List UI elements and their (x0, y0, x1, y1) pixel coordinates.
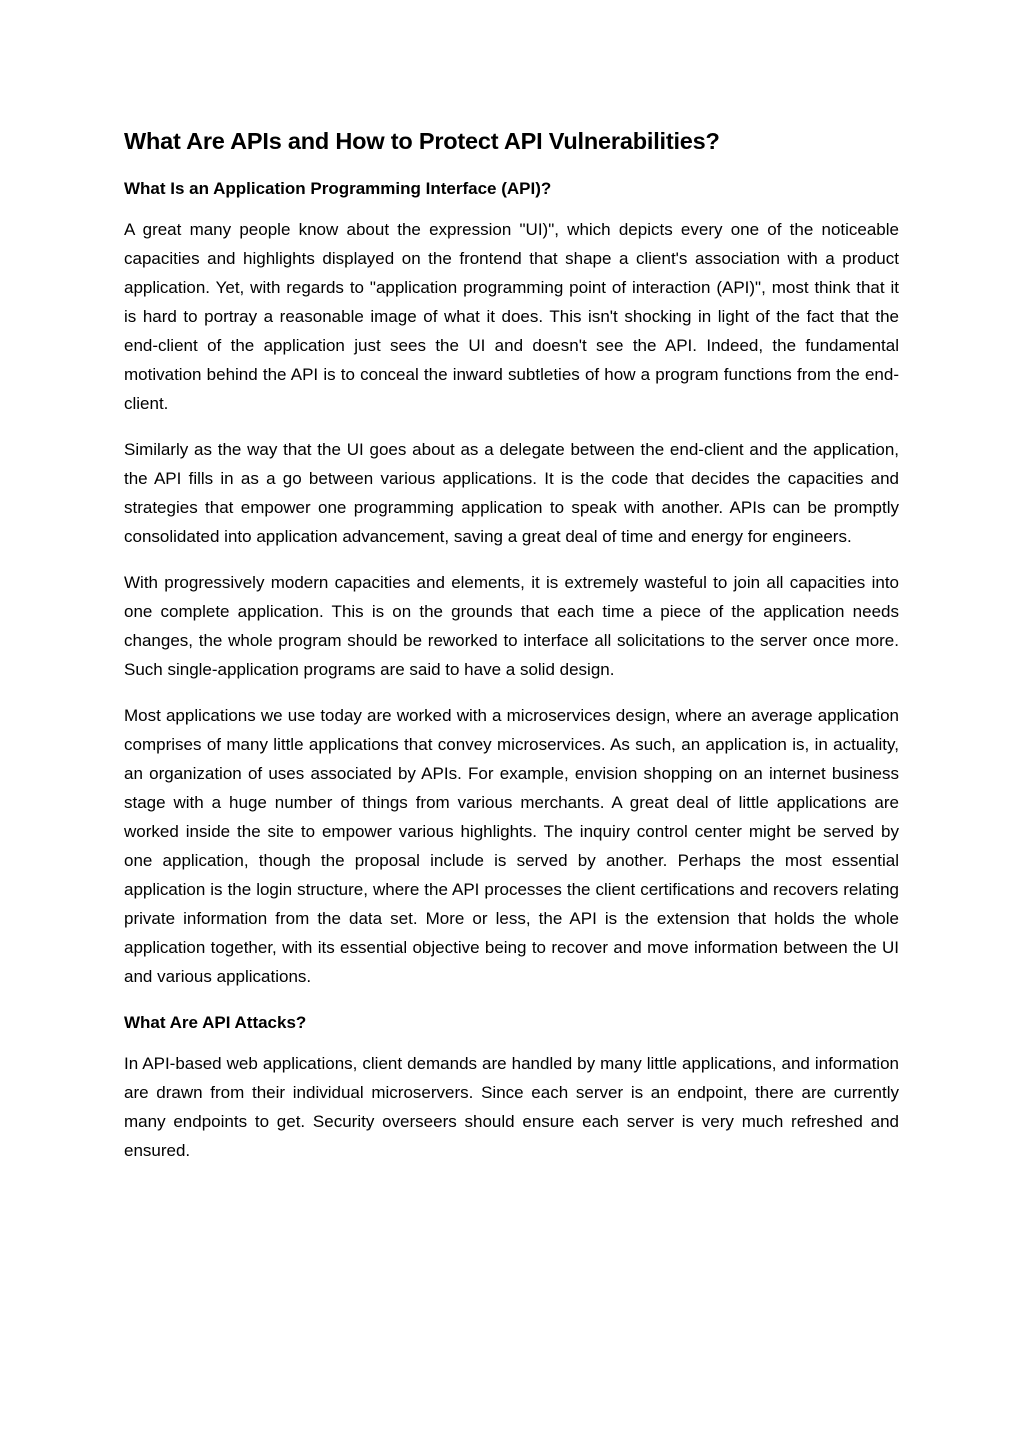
document-page (124, 122, 899, 1182)
paragraph: In API-based web applications, client demands are handled by many little applications, and information are drawn from their individual microservers. Since each server is an endpoint, there are currently many endpoints to get. Security overseers should ensure each server is very much refreshed and ensured. (124, 1054, 899, 1160)
paragraph: Most applications we use today are worked with a microservices design, where an average application comprises of many little applications that convey microservices. As such, an application is, in actuality, an organization of uses associated by APIs. For example, envision shopping on an internet business stage with a huge number of things from various merchants. A great deal of little applications are worked inside the site to empower various highlights. The inquiry control center might be served by one application, though the proposal include is served by another. Perhaps the most essential application is the login structure, where the API processes the client certifications and recovers relating private information from the data set. More or less, the API is the extension that holds the whole application together, with its essential objective being to recover and move information between the UI and various applications. (124, 706, 899, 986)
paragraph: With progressively modern capacities and elements, it is extremely wasteful to join all capacities into one complete application. This is on the grounds that each time a piece of the application needs changes, the whole program should be reworked to interface all solicitations to the server once more. Such single-application programs are said to have a solid design. (124, 573, 899, 679)
section-heading-what-is-api: What Is an Application Programming Interface (API)? (124, 179, 552, 198)
document-title: What Are APIs and How to Protect API Vulnerabilities? (124, 128, 720, 154)
paragraph: Similarly as the way that the UI goes about as a delegate between the end-client and the application, the API fills in as a go between various applications. It is the code that decides the capacities and strategies that empower one programming application to speak with another. APIs can be promptly consolidated into application advancement, saving a great deal of time and energy for engineers. (124, 440, 899, 546)
paragraph: A great many people know about the expression "UI)", which depicts every one of the noticeable capacities and highlights displayed on the frontend that shape a client's association with a product application. Yet, with regards to "application programming point of interaction (API)", most think that it is hard to portray a reasonable image of what it does. This isn't shocking in light of the fact that the end-client of the application just sees the UI and doesn't see the API. Indeed, the fundamental motivation behind the API is to conceal the inward subtleties of how a program functions from the end-client. (124, 220, 899, 413)
section-heading-api-attacks: What Are API Attacks? (124, 1013, 307, 1032)
